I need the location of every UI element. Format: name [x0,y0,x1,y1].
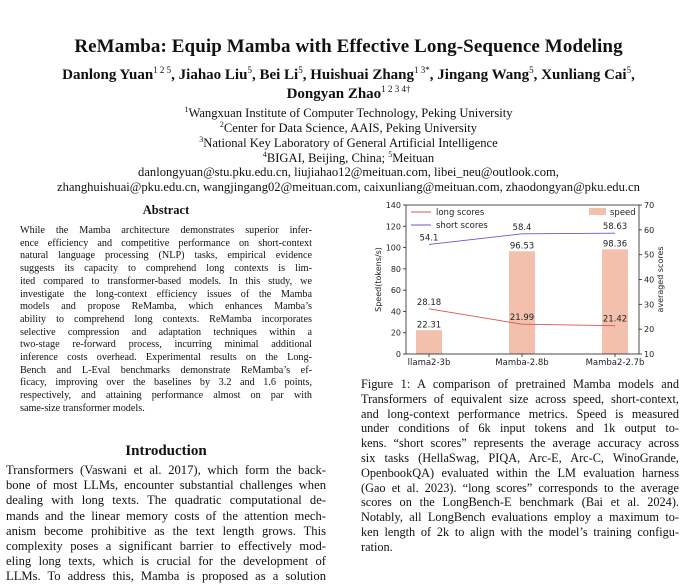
text-line: Transformers of equivalent size across speed, short-context, [361,391,679,406]
y-tick-label: 20 [390,328,401,338]
text-line: ration. [361,539,393,554]
author-affiliation-marks: 1 3* [414,65,430,75]
text-line: anism become prohibitive as the text length grows. This [6,523,326,538]
legend-label: long scores [436,208,485,218]
text-line: OpenbookQA) evaluated within the LM evaluation harness [361,465,679,480]
paper-title: ReMamba: Equip Mamba with Effective Long-Sequence Modeling [74,36,623,57]
line-data-label: 58.4 [512,222,532,233]
y-tick-label: 80 [390,264,401,274]
y2-axis-label: averaged scores [656,246,665,313]
author-affiliation-marks: 1 2 3 4† [381,84,411,94]
x-tick-label: Mamba-2.8b [495,358,549,367]
author-name: Bei Li [259,67,299,83]
legend-bar-swatch [589,208,606,215]
y2-tick-label: 70 [644,201,655,210]
text-line: scores on the LongBench-E benchmark (Bai et al. 2024). [361,495,679,510]
affiliation-mark: 3 [199,135,204,144]
y2-tick-label: 50 [644,250,655,260]
author-name: Jingang Wang [437,67,530,83]
affiliation-text: National Key Laboratory of General Artificial Intelligence [203,136,498,150]
text-line: suggests its capacity to comprehend long contexts is lim- [20,263,312,275]
y-tick-label: 140 [385,201,401,210]
author-line-2 [20,85,677,104]
abstract-text [20,225,312,416]
text-line: bone of most LLMs, encounter substantial challenges when [6,478,326,493]
line-data-label: 21.99 [509,313,535,324]
y-tick-label: 40 [390,307,401,317]
author-affiliation-marks: 5 [626,65,632,75]
email-line-2: zhanghuishuai@pku.edu.cn, wangjingang02@meituan.com, caixunliang@meituan.com, zhaodongyan@pku.edu.cn [57,180,640,194]
y-tick-label: 100 [385,243,401,253]
affiliation-mark: 1 [184,105,189,114]
y2-tick-label: 30 [644,300,655,310]
introduction-text [6,463,326,585]
text-line: models and propose ReMamba, which enhances Mamba’s [20,301,312,313]
author-list [20,66,677,104]
y2-tick-label: 60 [644,225,655,235]
figure-caption [361,377,679,555]
text-line: LLMs. To address this, Mamba is proposed as a solution [6,569,326,584]
y-tick-label: 60 [390,286,401,296]
affiliation-mark: 4 [262,150,267,159]
text-line: selective compression and adaptation techniques within a [20,326,312,338]
text-line: under conditions of 6k input tokens and 1k output to- [361,421,679,436]
affiliation-mark: 2 [219,120,224,129]
affiliation-1 [0,106,697,121]
affiliation-text: Wangxuan Institute of Computer Technology, Peking University [188,106,513,120]
line-data-label: 28.18 [416,297,442,308]
speed-bar [416,330,442,354]
affiliation-4 [0,151,697,166]
text-line: complexity poses a significant barrier to effectively mod- [6,539,326,554]
line-data-label: 58.63 [602,222,628,233]
text-line: and long-context performance metrics. Speed is measured [361,406,679,421]
text-line: Notably, all LongBench evaluations employ a maximum to- [361,510,679,525]
author-line-1: Danlong Yuan$^{1 2 5}$, Jiahao Liu$^5$, Bei Li$^5$, Huishuai Zhang$^{1 3*}$, Jingang Wang$^5$, Xunliang Cai$^5$, [62,65,635,83]
text-line: six tasks (HellaSwag, PIQA, Arc-E, Arc-C, WinoGrande, [361,450,679,465]
text-line: While the Mamba architecture demonstrates superior infer- [20,225,312,236]
author-affiliation-marks: 5 [247,65,252,75]
text-line: eling long texts, which is crucial for the development of [6,554,326,569]
bar-data-label: 22.31 [416,320,442,331]
affiliation-text: Meituan [392,151,435,165]
author-affiliation-marks: 5 [298,65,303,75]
text-line: ited compared to transformer-based models. In this study, we [20,275,312,287]
line-data-label: 54.1 [419,233,439,244]
affiliation-mark: 5 [388,150,393,159]
text-line: investigate the long-context efficiency issues of the Mamba [20,288,312,300]
legend-label: speed [610,208,636,218]
y2-tick-label: 10 [644,350,655,359]
text-line: respectively, and attaining performance almost on par with [20,390,312,402]
bar-data-label: 96.53 [509,241,535,252]
y2-tick-label: 20 [644,325,655,335]
y2-tick-label: 40 [644,275,655,285]
text-line: mands and the linear memory costs of the attention mech- [6,508,326,523]
x-tick-label: llama2-3b [407,358,451,367]
text-line: natural language processing (NLP) tasks, empirical evidence [20,250,312,262]
text-line: (Gao et al. 2023). “long scores” corresponds to the average [361,480,679,495]
author-name: Huishuai Zhang [310,67,415,83]
author-name: Dongyan Zhao [286,86,382,102]
text-line: Bench and L-Eval benchmarks demonstrate ReMamba’s ef- [20,364,312,376]
author-affiliation-marks: 1 2 5 [153,65,172,75]
text-line: dealing with long texts. The quadratic computational de- [6,493,326,508]
text-line: ficacy, improving over the baselines by 3.2 and 1.6 points, [20,377,312,389]
abstract-heading: Abstract [142,203,190,217]
bar-data-label: 98.36 [602,239,628,250]
author-name: Jiahao Liu [178,67,248,83]
x-tick-label: Mamba2-2.7b [585,358,645,367]
author-name: Xunliang Cai [541,67,627,83]
affiliation-text: Center for Data Science, AAIS, Peking University [223,121,478,135]
speed-bar [509,251,535,354]
text-line: ability to comprehend long contexts. ReMamba incorporates [20,313,312,325]
text-line: two-stage re-forward process, incurring minimal additional [20,339,312,351]
text-line: ken length of 2k to align with the model’s training configu- [361,524,679,539]
y-tick-label: 120 [385,222,401,232]
y-tick-label: 0 [395,350,401,359]
text-line: Figure 1: A comparison of pretrained Mamba models and [361,377,679,391]
figure-1-chart [367,195,667,367]
y-axis-label: Speed(tokens/s) [374,247,383,312]
text-line: kens. “short scores” represents the average accuracy across [361,436,679,451]
speed-bar [602,249,628,354]
text-line: inference costs overhead. Experimental results on the Long- [20,352,312,364]
text-line: ence efficiency and competitive performance on short-context [20,237,312,249]
author-affiliation-marks: 5 [529,65,534,75]
email-line-1: danlongyuan@stu.pku.edu.cn, liujiahao12@meituan.com, libei_neu@outlook.com, [138,165,559,179]
introduction-heading: Introduction [125,443,207,459]
legend-label: short scores [436,221,488,231]
text-line: same-size transformer models. [20,402,145,414]
line-data-label: 21.42 [602,314,628,325]
affiliation-2 [0,121,697,136]
affiliation-text: BIGAI, Beijing, China; [266,151,389,165]
affiliation-3 [0,136,697,151]
author-name: Danlong Yuan [62,67,154,83]
text-line: Transformers (Vaswani et al. 2017), which form the back- [6,463,326,477]
